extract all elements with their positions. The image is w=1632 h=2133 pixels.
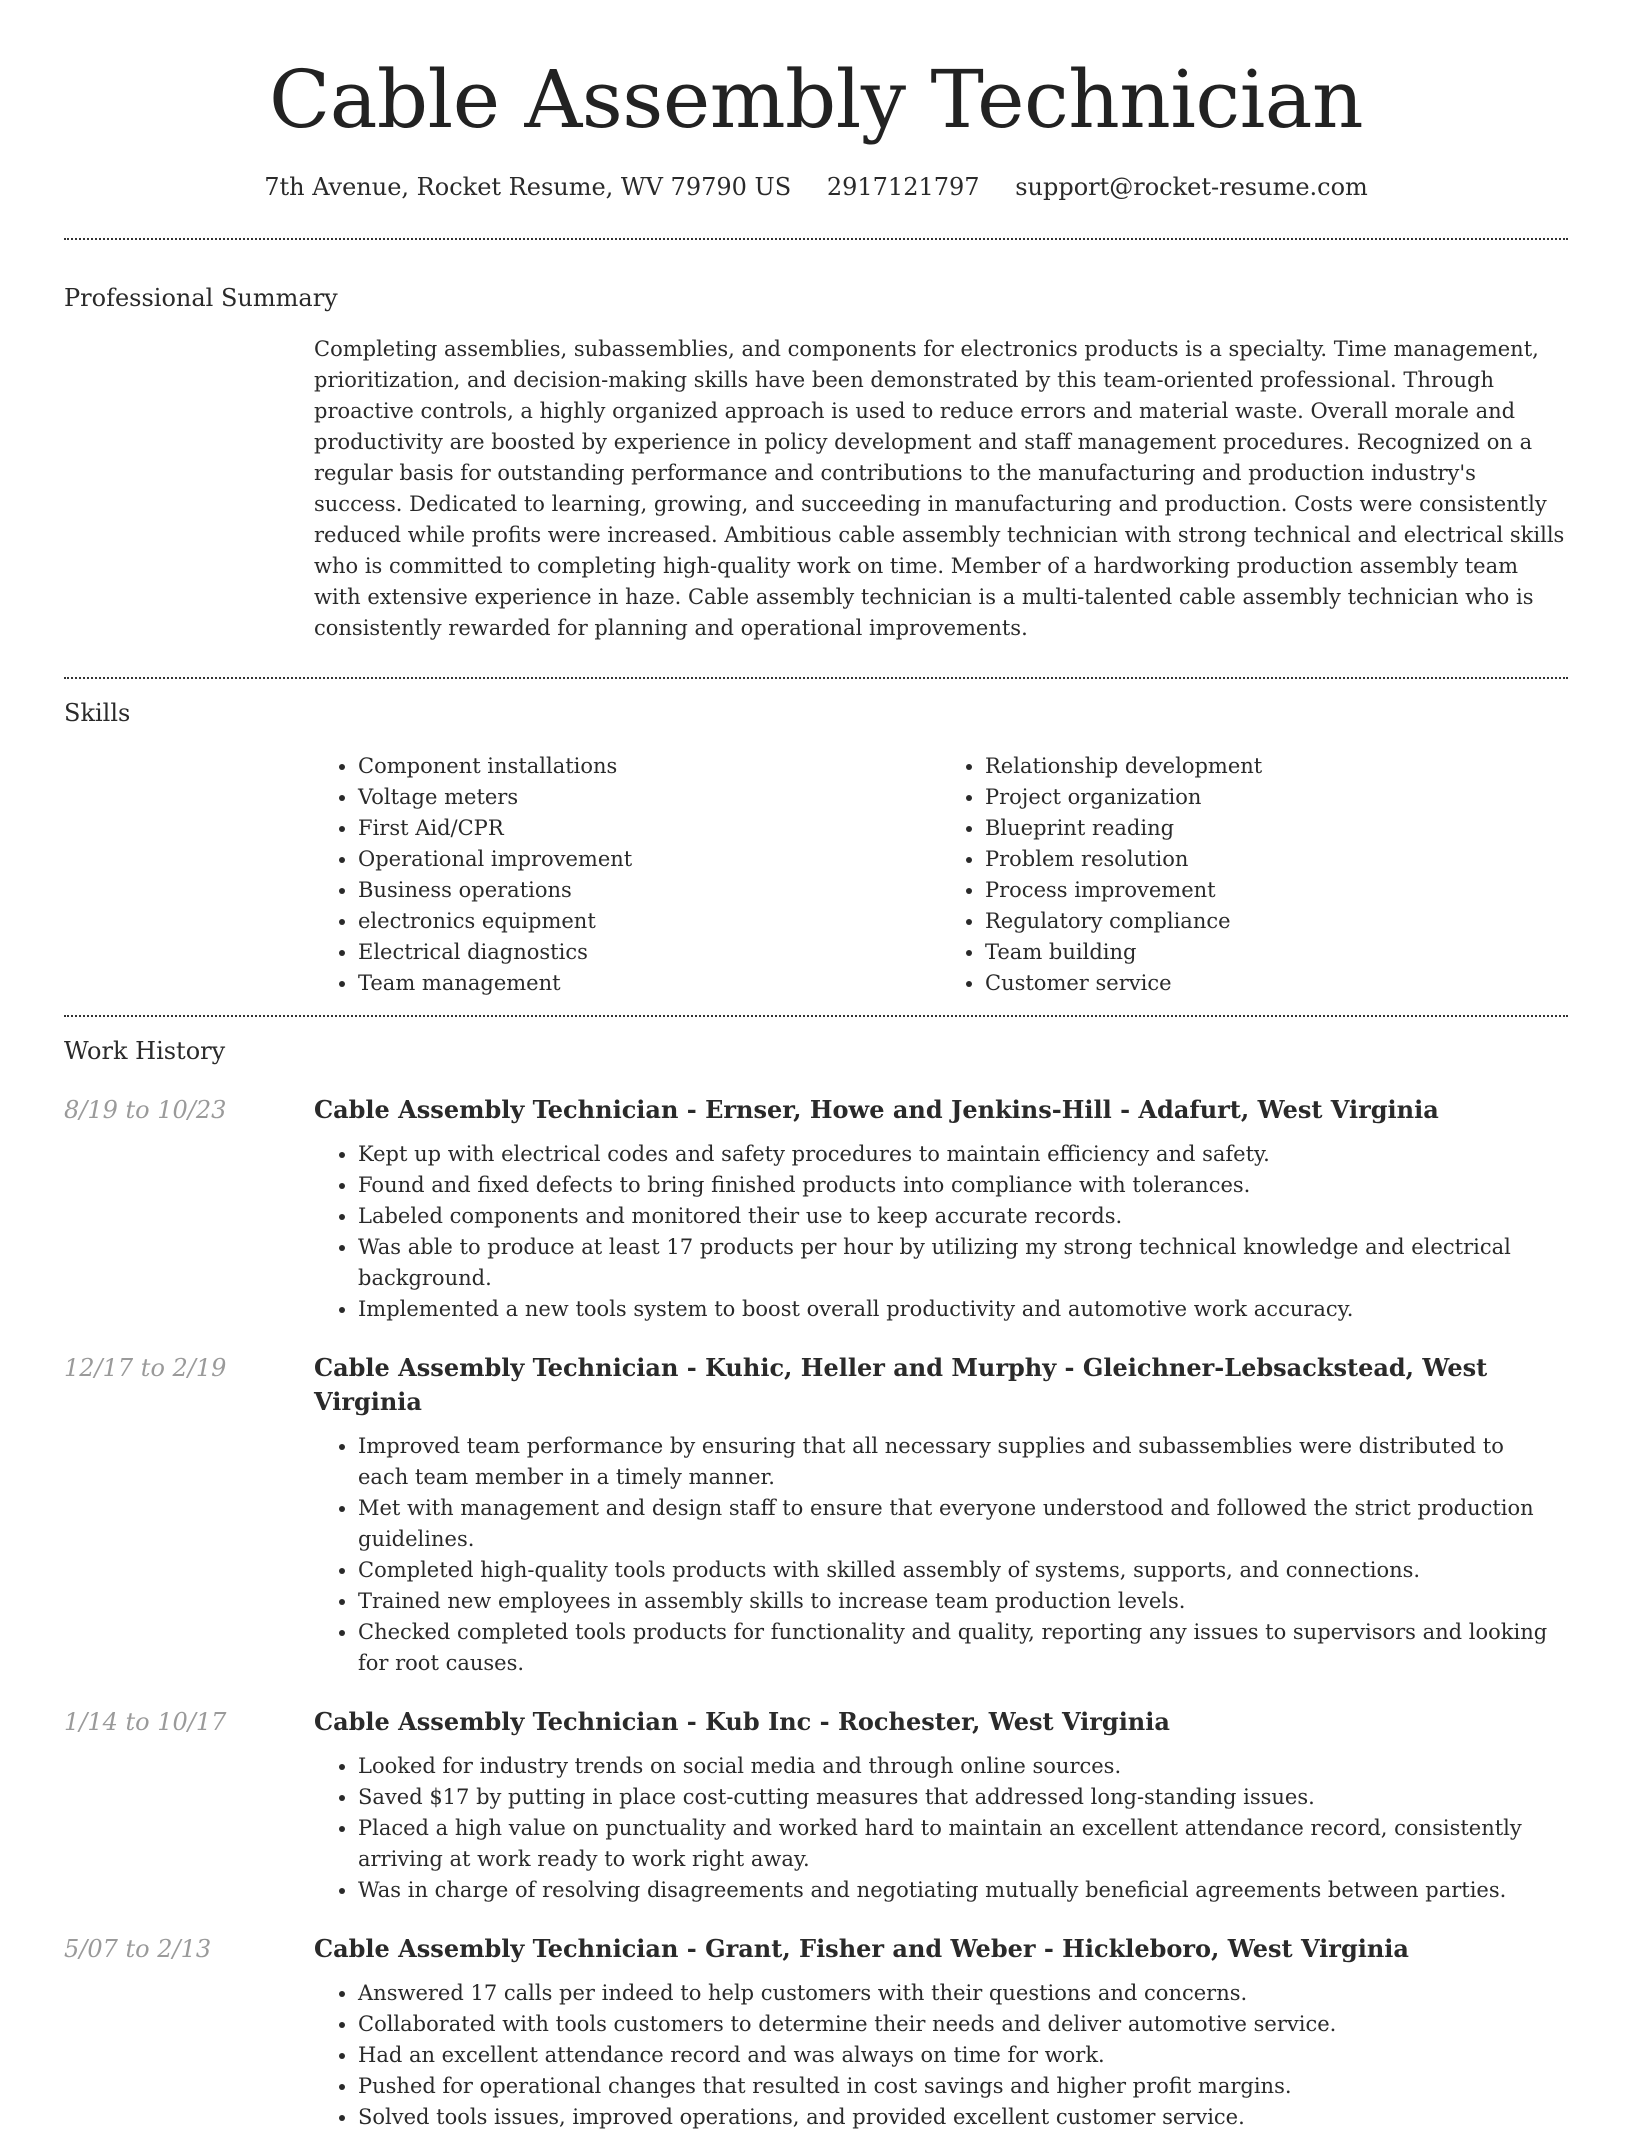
skill-item: • Problem resolution xyxy=(985,844,1568,875)
skill-item: • Blueprint reading xyxy=(985,813,1568,844)
job-dates: 1/14 to 10/17 xyxy=(64,1708,227,1736)
job-bullet: • Completed high-quality tools products with skilled assembly of systems, supports, and connections. xyxy=(358,1555,1568,1586)
job-bullet: • Checked completed tools products for functionality and quality, reporting any issues to supervisors and looking for root causes. xyxy=(358,1617,1568,1679)
job-title: Cable Assembly Technician - Kub Inc - Rochester, West Virginia xyxy=(314,1707,1170,1736)
skill-item: • Voltage meters xyxy=(358,782,941,813)
job-bullet: • Looked for industry trends on social media and through online sources. xyxy=(358,1751,1568,1782)
contact-address: 7th Avenue, Rocket Resume, WV 79790 US xyxy=(264,173,792,201)
skill-item: • Component installations xyxy=(358,751,941,782)
resume-header xyxy=(64,0,1568,204)
job-details xyxy=(314,1351,1568,1679)
skill-item: • Operational improvement xyxy=(358,844,941,875)
job-bullet: • Pushed for operational changes that resulted in cost savings and higher profit margins. xyxy=(358,2071,1568,2102)
job-bullet: • Found and fixed defects to bring finished products into compliance with tolerances. xyxy=(358,1170,1568,1201)
contact-line xyxy=(64,170,1568,204)
skill-item: • Team management xyxy=(358,968,941,999)
job-bullet: • Improved team performance by ensuring that all necessary supplies and subassemblies were distributed to each team member in a timely manner. xyxy=(358,1431,1568,1493)
skills-heading: Skills xyxy=(64,699,131,727)
job-bullet: • Was able to produce at least 17 products per hour by utilizing my strong technical knowledge and electrical background. xyxy=(358,1232,1568,1294)
job-title: Cable Assembly Technician - Grant, Fisher and Weber - Hickleboro, West Virginia xyxy=(314,1934,1409,1963)
job-details xyxy=(314,1932,1568,2133)
job-bullet: • Answered 17 calls per indeed to help customers with their questions and concerns. xyxy=(358,1978,1568,2009)
job-bullets xyxy=(314,1751,1568,1906)
candidate-name: Cable Assembly Technician xyxy=(268,53,1364,146)
skill-item: • Business operations xyxy=(358,875,941,906)
skill-item: • Electrical diagnostics xyxy=(358,937,941,968)
skills-list-left xyxy=(314,751,941,999)
job-bullet: • Trained new employees in assembly skills to increase team production levels. xyxy=(358,1586,1568,1617)
job-bullet: • Was in charge of resolving disagreements and negotiating mutually beneficial agreements between parties. xyxy=(358,1875,1568,1906)
job-bullet: • Collaborated with tools customers to determine their needs and deliver automotive service. xyxy=(358,2009,1568,2040)
job-bullet: • Solved tools issues, improved operations, and provided excellent customer service. xyxy=(358,2102,1568,2133)
job-entry xyxy=(64,1093,1568,1325)
job-dates: 12/17 to 2/19 xyxy=(64,1354,227,1382)
job-dates: 5/07 to 2/13 xyxy=(64,1935,212,1963)
contact-phone: 2917121797 xyxy=(826,173,980,201)
work-history-heading: Work History xyxy=(64,1037,226,1065)
summary-heading: Professional Summary xyxy=(64,284,338,312)
job-bullet: • Met with management and design staff to ensure that everyone understood and followed the strict production guidelines. xyxy=(358,1493,1568,1555)
job-entry xyxy=(64,1351,1568,1679)
job-details xyxy=(314,1705,1568,1906)
job-bullet: • Saved $17 by putting in place cost-cutting measures that addressed long-standing issues. xyxy=(358,1782,1568,1813)
skill-item: • Regulatory compliance xyxy=(985,906,1568,937)
contact-email: support@rocket-resume.com xyxy=(1015,173,1368,201)
job-title: Cable Assembly Technician - Kuhic, Heller and Murphy - Gleichner-Lebsackstead, West Virginia xyxy=(314,1353,1488,1416)
job-bullet: • Had an excellent attendance record and was always on time for work. xyxy=(358,2040,1568,2071)
job-entry xyxy=(64,1705,1568,1906)
job-bullet: • Kept up with electrical codes and safety procedures to maintain efficiency and safety. xyxy=(358,1139,1568,1170)
skill-item: • Process improvement xyxy=(985,875,1568,906)
job-dates: 8/19 to 10/23 xyxy=(64,1096,227,1124)
skill-item: • Customer service xyxy=(985,968,1568,999)
skill-item: • Team building xyxy=(985,937,1568,968)
job-bullets xyxy=(314,1431,1568,1679)
summary-section xyxy=(64,240,1568,656)
skills-list-right xyxy=(941,751,1568,999)
summary-text: Completing assemblies, subassemblies, and components for electronics products is a specialty. Time management, prioritization, and decision-making skills have been demonstrated by this team-oriented professional. Through proactive controls, a highly organized approach is used to reduce errors and material waste. Overall morale and productivity are boosted by experience in policy development and staff management procedures. Recognized on a regular basis for outstanding performance and contributions to the manufacturing and production industry's success. Dedicated to learning, growing, and succeeding in manufacturing and production. Costs were consistently reduced while profits were increased. Ambitious cable assembly technician with strong technical and electrical skills who is committed to completing high-quality work on time. Member of a hardworking production assembly team with extensive experience in haze. Cable assembly technician is a multi-talented cable assembly technician who is consistently rewarded for planning and operational improvements. xyxy=(314,337,1565,640)
job-bullet: • Implemented a new tools system to boost overall productivity and automotive work accuracy. xyxy=(358,1294,1568,1325)
skill-item: • Project organization xyxy=(985,782,1568,813)
job-bullets xyxy=(314,1139,1568,1325)
job-title: Cable Assembly Technician - Ernser, Howe and Jenkins-Hill - Adafurt, West Virginia xyxy=(314,1095,1439,1124)
skills-grid xyxy=(314,751,1568,1015)
job-entry xyxy=(64,1932,1568,2133)
job-bullets xyxy=(314,1978,1568,2133)
job-bullet: • Placed a high value on punctuality and worked hard to maintain an excellent attendance record, consistently arriving at work ready to work right away. xyxy=(358,1813,1568,1875)
skill-item: • Relationship development xyxy=(985,751,1568,782)
skill-item: • First Aid/CPR xyxy=(358,813,941,844)
job-bullet: • Labeled components and monitored their use to keep accurate records. xyxy=(358,1201,1568,1232)
job-details xyxy=(314,1093,1568,1325)
work-history-section xyxy=(64,1017,1568,2133)
skills-section xyxy=(64,679,1568,1015)
skill-item: • electronics equipment xyxy=(358,906,941,937)
